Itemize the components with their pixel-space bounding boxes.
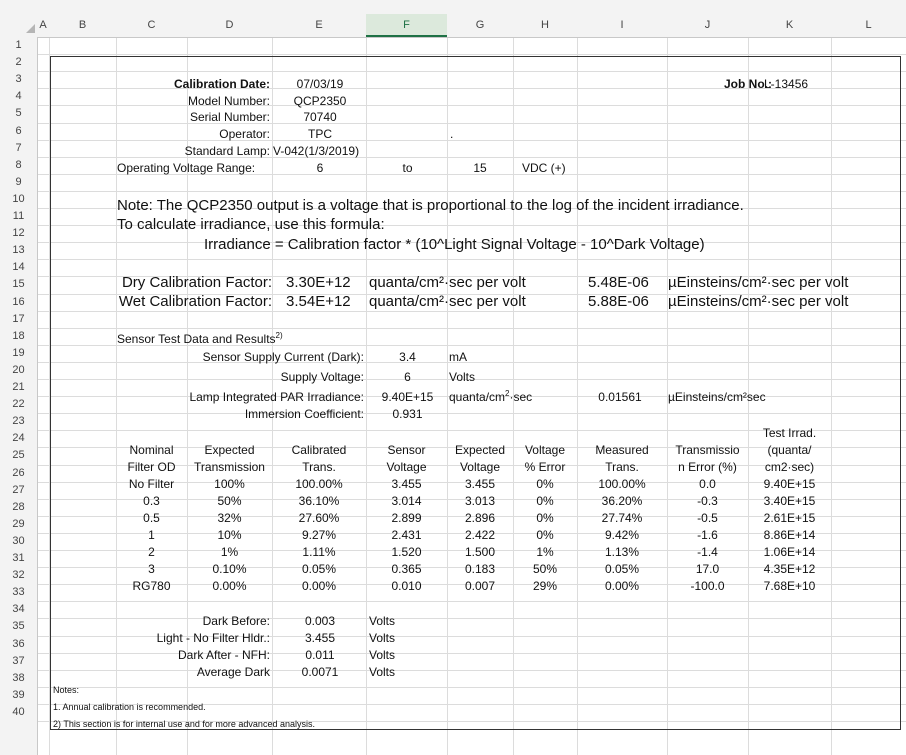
- row-header-10[interactable]: 10: [12, 192, 25, 205]
- note-2: 2) This section is for internal use and for more advanced analysis.: [53, 719, 315, 729]
- operator-label: Operator:: [219, 127, 270, 141]
- table-row-cell[interactable]: 2.61E+15: [763, 511, 816, 525]
- dry-factor-value-2[interactable]: 5.48E-06: [588, 274, 649, 291]
- row-header-38[interactable]: 38: [12, 671, 25, 684]
- row-header-15[interactable]: 15: [12, 278, 25, 291]
- table-header-row-22-cell: [513, 425, 577, 442]
- dry-factor-label: Dry Calibration Factor:: [121, 274, 272, 291]
- table-row-cell[interactable]: 29%: [532, 579, 558, 593]
- formula: Irradiance = Calibration factor * (10^Light Signal Voltage - 10^Dark Voltage): [204, 236, 705, 253]
- table-row-cell[interactable]: 27.60%: [298, 511, 340, 525]
- table-row-cell[interactable]: 2.431: [391, 528, 422, 542]
- select-all-triangle-icon: [26, 24, 35, 33]
- column-header-g[interactable]: G: [475, 19, 485, 31]
- calibration-date-label: Calibration Date:: [173, 77, 270, 91]
- row-header-21[interactable]: 21: [12, 381, 25, 393]
- table-row-cell[interactable]: RG780: [132, 579, 171, 593]
- job-no-value[interactable]: L-13456: [764, 77, 809, 91]
- supply-current-unit: mA: [449, 350, 467, 364]
- table-row-cell[interactable]: -1.4: [697, 545, 718, 559]
- table-row-cell[interactable]: 0%: [536, 528, 554, 542]
- table-row-cell[interactable]: 50%: [532, 562, 558, 576]
- table-row-cell[interactable]: 0.00%: [604, 579, 640, 593]
- average-dark-unit: Volts: [369, 665, 396, 679]
- table-row-cell[interactable]: 100.00%: [295, 477, 343, 491]
- table-row-cell[interactable]: 2.896: [464, 511, 496, 525]
- table-header-row-23-cell: Sensor: [387, 443, 426, 457]
- table-row-cell[interactable]: 27.74%: [601, 511, 643, 525]
- row-header-25[interactable]: 25: [12, 449, 25, 462]
- row-header-36[interactable]: 36: [12, 637, 25, 650]
- wet-factor-label: Wet Calibration Factor:: [118, 293, 272, 310]
- column-header-h[interactable]: H: [541, 19, 549, 31]
- row-header-26[interactable]: 26: [12, 466, 25, 479]
- par-unit-exponent: 2: [505, 389, 510, 398]
- row-header-22[interactable]: 22: [12, 398, 25, 411]
- row-header-17[interactable]: 17: [12, 312, 25, 325]
- table-row-cell[interactable]: 17.0: [695, 562, 720, 576]
- sensor-test-title-text: Sensor Test Data and Results: [117, 332, 276, 346]
- table-row-cell[interactable]: 3.455: [391, 477, 422, 491]
- model-number-value[interactable]: QCP2350: [293, 94, 347, 108]
- table-row-cell[interactable]: 100%: [214, 477, 245, 491]
- wet-factor-unit-2: µEinsteins/cm²·sec per volt: [668, 293, 849, 310]
- dark-after-label: Dark After - NFH:: [177, 648, 270, 662]
- table-row-cell[interactable]: 9.27%: [301, 528, 337, 542]
- table-header-row-22-cell: [577, 425, 667, 442]
- row-header-2[interactable]: 2: [15, 56, 22, 69]
- column-header-i[interactable]: I: [620, 19, 624, 31]
- column-header-l[interactable]: L: [865, 19, 872, 31]
- table-row-cell[interactable]: 50%: [217, 494, 242, 508]
- table-row-cell[interactable]: 1: [148, 528, 155, 542]
- row-header-39[interactable]: 39: [12, 688, 25, 701]
- table-header-row-24-cell: Trans.: [302, 460, 336, 474]
- notes-title: Notes:: [53, 685, 80, 695]
- table-row-cell[interactable]: 3.40E+15: [763, 494, 816, 508]
- table-row-cell[interactable]: 0%: [536, 511, 554, 525]
- row-header-31[interactable]: 31: [12, 552, 25, 564]
- table-row-cell[interactable]: 1.13%: [604, 545, 640, 559]
- average-dark-label: Average Dark: [196, 665, 270, 679]
- table-header-row-24-cell: Transmission: [194, 460, 265, 474]
- table-row-cell[interactable]: 0.3: [143, 494, 160, 508]
- table-row-cell[interactable]: 10%: [217, 528, 242, 542]
- table-header-row-23-cell: Measured: [595, 443, 649, 457]
- row-header-9[interactable]: 9: [15, 175, 22, 188]
- supply-current-value[interactable]: 3.4: [399, 350, 416, 364]
- table-row-cell[interactable]: 36.20%: [601, 494, 643, 508]
- table-row-cell[interactable]: 0.5: [143, 511, 160, 525]
- row-header-33[interactable]: 33: [12, 586, 25, 599]
- table-row-cell[interactable]: 0.00%: [212, 579, 247, 593]
- supply-voltage-value[interactable]: 6: [404, 370, 411, 384]
- table-row-cell[interactable]: 1.520: [391, 545, 422, 559]
- row-header-5[interactable]: 5: [15, 107, 22, 120]
- table-row-cell[interactable]: 1%: [536, 545, 554, 559]
- table-header-row-22-cell: [366, 425, 447, 442]
- table-row-cell[interactable]: 0.05%: [604, 562, 640, 576]
- table-row-cell[interactable]: 100.00%: [598, 477, 646, 491]
- row-header-3[interactable]: 3: [15, 73, 22, 86]
- par-irradiance-value[interactable]: 9.40E+15: [381, 390, 434, 404]
- table-row-cell[interactable]: 3: [148, 562, 155, 576]
- row-header-6[interactable]: 6: [15, 124, 22, 137]
- standard-lamp-value[interactable]: V-042(1/3/2019): [273, 144, 360, 158]
- supply-voltage-unit: Volts: [449, 370, 476, 384]
- table-row-cell[interactable]: 32%: [217, 511, 242, 525]
- table-row-cell[interactable]: 3.455: [464, 477, 496, 491]
- row-header-1[interactable]: 1: [15, 39, 22, 51]
- row-header-20[interactable]: 20: [12, 363, 25, 376]
- operator-value[interactable]: TPC: [308, 127, 332, 141]
- model-number-label: Model Number:: [187, 94, 270, 108]
- par-irradiance-label: Lamp Integrated PAR Irradiance:: [189, 390, 364, 404]
- column-header-b[interactable]: B: [78, 19, 87, 31]
- sensor-test-footnote-ref: 2): [275, 331, 283, 340]
- average-dark-value[interactable]: 0.0071: [301, 665, 339, 679]
- par-irradiance-unit: [449, 389, 532, 406]
- table-row-cell[interactable]: 36.10%: [298, 494, 340, 508]
- note-1: 1. Annual calibration is recommended.: [53, 702, 206, 712]
- table-row-cell[interactable]: -0.5: [697, 511, 718, 525]
- table-row-cell[interactable]: 2: [148, 545, 155, 559]
- dry-factor-value[interactable]: 3.30E+12: [286, 274, 351, 291]
- wet-factor-unit: quanta/cm²·sec per volt: [369, 293, 526, 310]
- table-header-row-24-cell: n Error (%): [678, 460, 737, 474]
- row-header-34[interactable]: 34: [12, 603, 25, 616]
- light-no-filter-value[interactable]: 3.455: [304, 631, 336, 645]
- table-row-cell[interactable]: 9.40E+15: [763, 477, 816, 491]
- table-row-cell[interactable]: 1%: [220, 545, 239, 559]
- table-header-row-22-cell: [667, 425, 748, 442]
- row-header-13[interactable]: 13: [12, 244, 25, 257]
- dark-after-value[interactable]: 0.011: [305, 648, 335, 662]
- table-row-cell[interactable]: 0.00%: [301, 579, 337, 593]
- table-row-cell[interactable]: 1.11%: [302, 545, 336, 559]
- column-header-bar: [0, 0, 906, 38]
- dark-after-unit: Volts: [369, 648, 396, 662]
- voltage-to: to: [402, 161, 413, 175]
- table-row-cell[interactable]: -1.6: [697, 528, 718, 542]
- table-header-row-23-cell: Transmissio: [675, 443, 740, 457]
- row-header-23[interactable]: 23: [12, 415, 25, 428]
- table-row-cell[interactable]: 7.68E+10: [763, 579, 816, 593]
- row-header-30[interactable]: 30: [12, 534, 25, 547]
- par-unit-base: quanta/cm: [449, 390, 506, 404]
- table-row-cell[interactable]: 2.422: [464, 528, 496, 542]
- column-header-j[interactable]: J: [704, 19, 711, 31]
- job-no-label: Job No.:: [724, 77, 772, 91]
- table-row-cell[interactable]: 0%: [536, 494, 554, 508]
- par-unit-tail: ·sec: [509, 390, 533, 404]
- row-header-16[interactable]: 16: [12, 295, 25, 308]
- row-header-29[interactable]: 29: [12, 517, 25, 530]
- table-row-cell[interactable]: 0%: [536, 477, 554, 491]
- table-row-cell[interactable]: 0.05%: [301, 562, 337, 576]
- row-header-35[interactable]: 35: [12, 620, 25, 633]
- supply-voltage-label: Supply Voltage:: [280, 370, 364, 384]
- gridline-horizontal: [0, 54, 906, 55]
- row-header-24[interactable]: 24: [12, 432, 25, 445]
- row-header-8[interactable]: 8: [15, 158, 22, 171]
- table-row-cell[interactable]: 1.500: [464, 545, 496, 559]
- table-header-row-22-cell: Test Irrad.: [762, 426, 817, 440]
- table-header-row-23-cell: (quanta/: [767, 443, 812, 457]
- row-header-4[interactable]: 4: [15, 90, 22, 103]
- table-row-cell[interactable]: 1.06E+14: [763, 545, 816, 559]
- table-header-row-24-cell: Voltage: [386, 460, 427, 474]
- row-header-bar: [0, 37, 38, 755]
- light-no-filter-label: Light - No Filter Hldr.:: [156, 631, 270, 645]
- row-header-28[interactable]: 28: [12, 500, 25, 513]
- row-header-32[interactable]: 32: [12, 569, 25, 582]
- table-header-row-23-cell: Nominal: [129, 443, 174, 457]
- wet-factor-value[interactable]: 3.54E+12: [286, 293, 351, 310]
- par-irradiance-value-2[interactable]: 0.01561: [598, 390, 642, 404]
- table-row-cell[interactable]: 9.42%: [604, 528, 640, 542]
- note-line-2: To calculate irradiance, use this formula:: [117, 216, 385, 233]
- table-row-cell[interactable]: -100.0: [690, 579, 725, 593]
- dry-factor-unit-2: µEinsteins/cm²·sec per volt: [668, 274, 849, 291]
- row-header-27[interactable]: 27: [12, 483, 25, 496]
- note-line-1: Note: The QCP2350 output is a voltage that is proportional to the log of the incident irradiance.: [117, 197, 744, 214]
- table-header-row-24-cell: % Error: [524, 460, 566, 474]
- table-header-row-22-cell: [116, 425, 187, 442]
- column-header-d[interactable]: D: [225, 19, 234, 31]
- select-all-corner[interactable]: [0, 14, 37, 36]
- dark-before-label: Dark Before:: [202, 614, 270, 628]
- column-header-e[interactable]: E: [315, 19, 323, 31]
- table-header-row-22-cell: [272, 425, 366, 442]
- row-header-7[interactable]: 7: [15, 141, 22, 154]
- column-header-f[interactable]: F: [366, 14, 447, 37]
- sensor-test-title: [117, 331, 283, 348]
- calibration-date-value[interactable]: 07/03/19: [296, 77, 344, 91]
- table-row-cell[interactable]: -0.3: [697, 494, 718, 508]
- dark-before-unit: Volts: [369, 614, 396, 628]
- table-row-cell[interactable]: 3.014: [391, 494, 422, 508]
- row-header-40[interactable]: 40: [12, 705, 25, 718]
- table-header-row-23-cell: Expected: [454, 443, 506, 457]
- table-header-row-24-cell: cm2·sec): [764, 460, 815, 474]
- row-header-19[interactable]: 19: [12, 346, 25, 359]
- row-header-18[interactable]: 18: [12, 329, 25, 342]
- supply-current-label: Sensor Supply Current (Dark):: [202, 350, 364, 364]
- stray-dot: .: [450, 127, 454, 141]
- table-row-cell[interactable]: 0.10%: [212, 562, 247, 576]
- table-row-cell[interactable]: 0.0: [699, 477, 716, 491]
- table-row-cell[interactable]: 8.86E+14: [763, 528, 816, 542]
- voltage-unit: VDC (+): [522, 161, 566, 175]
- immersion-coefficient-label: Immersion Coefficient:: [244, 407, 364, 421]
- column-header-a[interactable]: A: [39, 19, 47, 31]
- table-header-row-24-cell: Filter OD: [127, 460, 176, 474]
- table-header-row-24-cell: Trans.: [605, 460, 639, 474]
- standard-lamp-label: Standard Lamp:: [184, 144, 270, 158]
- serial-number-label: Serial Number:: [189, 110, 270, 124]
- column-header-k[interactable]: K: [785, 19, 794, 31]
- row-header-14[interactable]: 14: [12, 261, 25, 274]
- table-header-row-22-cell: [187, 425, 272, 442]
- wet-factor-value-2[interactable]: 5.88E-06: [588, 293, 649, 310]
- table-row-cell[interactable]: 3.013: [464, 494, 496, 508]
- table-header-row-23-cell: Expected: [204, 443, 255, 457]
- voltage-min[interactable]: 6: [316, 161, 324, 175]
- row-header-11[interactable]: 11: [12, 210, 25, 222]
- voltage-range-label: Operating Voltage Range:: [117, 161, 256, 175]
- par-irradiance-unit-2: µEinsteins/cm²sec: [668, 390, 766, 404]
- table-row-cell[interactable]: 0.010: [391, 579, 422, 593]
- table-header-row-23-cell: Voltage: [524, 443, 566, 457]
- table-row-cell[interactable]: 0.007: [464, 579, 496, 593]
- light-no-filter-unit: Volts: [369, 631, 396, 645]
- table-row-cell[interactable]: 2.899: [391, 511, 422, 525]
- voltage-max[interactable]: 15: [473, 161, 487, 175]
- table-header-row-22-cell: [447, 425, 513, 442]
- table-header-row-23-cell: Calibrated: [291, 443, 347, 457]
- table-row-cell[interactable]: 0.183: [464, 562, 496, 576]
- table-row-cell[interactable]: 4.35E+12: [763, 562, 816, 576]
- column-header-c[interactable]: C: [147, 19, 156, 31]
- table-header-row-24-cell: Voltage: [459, 460, 501, 474]
- table-row-cell[interactable]: No Filter: [128, 477, 175, 491]
- immersion-coefficient-value[interactable]: 0.931: [392, 407, 423, 421]
- table-row-cell[interactable]: 0.365: [391, 562, 422, 576]
- dark-before-value[interactable]: 0.003: [304, 614, 336, 628]
- row-header-37[interactable]: 37: [12, 654, 25, 667]
- serial-number-value[interactable]: 70740: [303, 110, 337, 124]
- row-header-12[interactable]: 12: [12, 227, 25, 240]
- dry-factor-unit: quanta/cm²·sec per volt: [369, 274, 526, 291]
